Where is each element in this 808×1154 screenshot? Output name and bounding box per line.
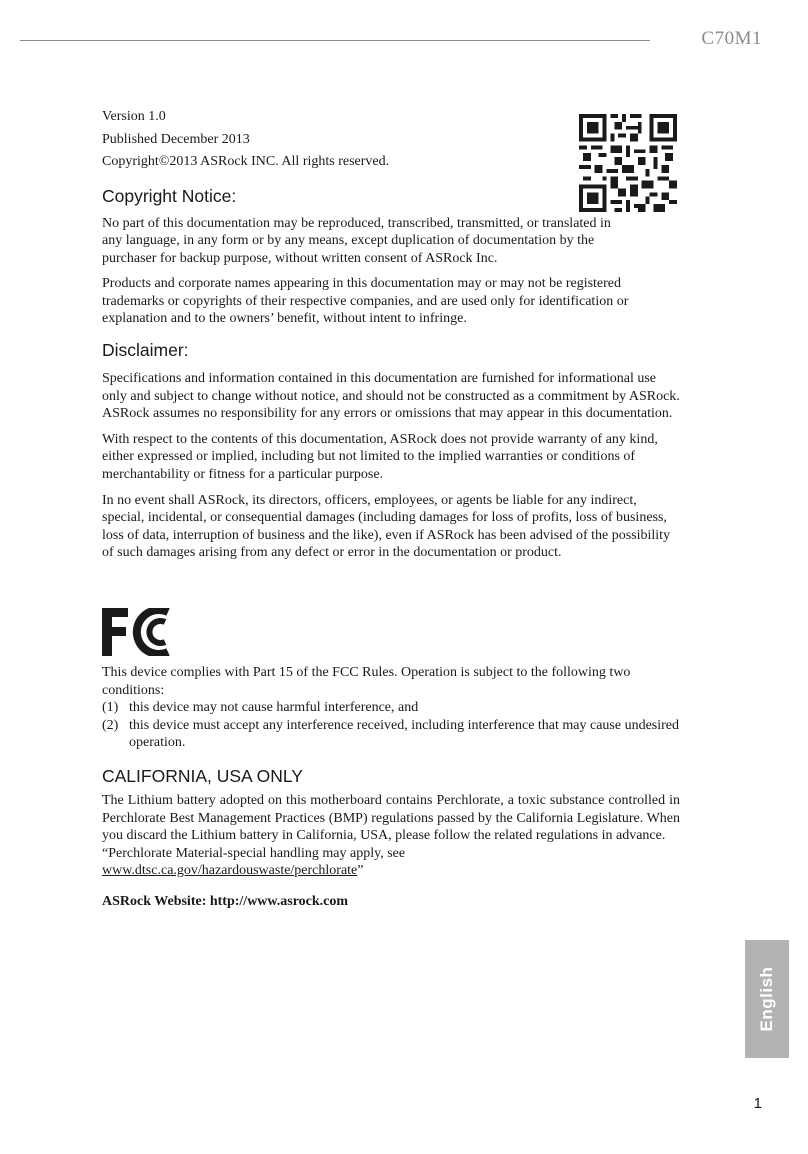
condition-text: this device must accept any interference received, including interference that may cause undesired operation. — [129, 717, 680, 751]
qr-code-icon — [579, 114, 677, 212]
condition-number: (2) — [102, 717, 119, 733]
fcc-conditions — [102, 699, 680, 752]
copyright-line: Copyright©2013 ASRock INC. All rights reserved. — [102, 154, 390, 169]
link-suffix: ” — [357, 863, 364, 879]
condition-number: (1) — [102, 700, 119, 716]
language-tab-label: English — [757, 966, 776, 1032]
disclaimer-paragraph-2: With respect to the contents of this documentation, ASRock does not provide warranty of any kind, either expressed or implied, including but not limited to the implied warranties or conditions of merchantability or fitness for a particular purpose. — [102, 431, 658, 483]
copyright-paragraph-1: No part of this documentation may be reproduced, transcribed, transmitted, or translated in any language, in any form or by any means, except duplication of documentation by the purchaser for backup purpose, without written consent of ASRock Inc. — [102, 215, 611, 266]
list-item — [102, 699, 680, 717]
list-item — [102, 717, 680, 752]
published-text: Published December 2013 — [102, 131, 250, 147]
perchlorate-material-line: “Perchlorate Material-special handling may apply, see — [102, 845, 406, 861]
model-name: C70M1 — [701, 28, 762, 49]
language-tab — [745, 940, 789, 1058]
document-meta — [102, 106, 562, 174]
perchlorate-link-line — [102, 862, 680, 880]
disclaimer-paragraph-3: In no event shall ASRock, its directors, officers, employees, or agents be liable for any indirect, special, incidental, or consequential damages (including damages for loss of profits, loss of business, loss of data, interruption of business and the like), even if ASRock has been advised of the possibility of such damages arising from any defect or error in the documentation or product. — [102, 492, 671, 561]
disclaimer-heading: Disclaimer: — [102, 340, 189, 361]
condition-text: this device may not cause harmful interference, and — [129, 700, 419, 716]
header-rule — [20, 40, 650, 41]
california-paragraph: The Lithium battery adopted on this motherboard contains Perchlorate, a toxic substance controlled in Perchlorate Best Management Practices (BMP) regulations passed by the California Legislature. When you discard the Lithium battery in California, USA, please follow the related regulations in advance. — [102, 792, 680, 844]
copyright-paragraph-2: Products and corporate names appearing in this documentation may or may not be registered trademarks or copyrights of their respective companies, and are used only for identification or explanation and to the owners’ benefit, without intent to infringe. — [102, 276, 629, 327]
asrock-website: ASRock Website: http://www.asrock.com — [102, 893, 349, 909]
disclaimer-paragraph-1: Specifications and information contained in this documentation are furnished for informational use only and subject to change without notice, and should not be constructed as a commitment by ASRock. ASRock assumes no responsibility for any errors or omissions that may appear in this documentation. — [102, 371, 680, 422]
version-text: Version 1.0 — [102, 109, 166, 124]
california-heading: CALIFORNIA, USA ONLY — [102, 765, 303, 786]
perchlorate-link[interactable]: www.dtsc.ca.gov/hazardouswaste/perchlorate — [102, 863, 358, 879]
fcc-intro: This device complies with Part 15 of the FCC Rules. Operation is subject to the following two conditions: — [102, 665, 631, 698]
page-number: 1 — [753, 1095, 762, 1112]
copyright-notice-heading: Copyright Notice: — [102, 185, 237, 206]
page-content — [102, 106, 680, 910]
fcc-logo-icon — [102, 608, 170, 656]
